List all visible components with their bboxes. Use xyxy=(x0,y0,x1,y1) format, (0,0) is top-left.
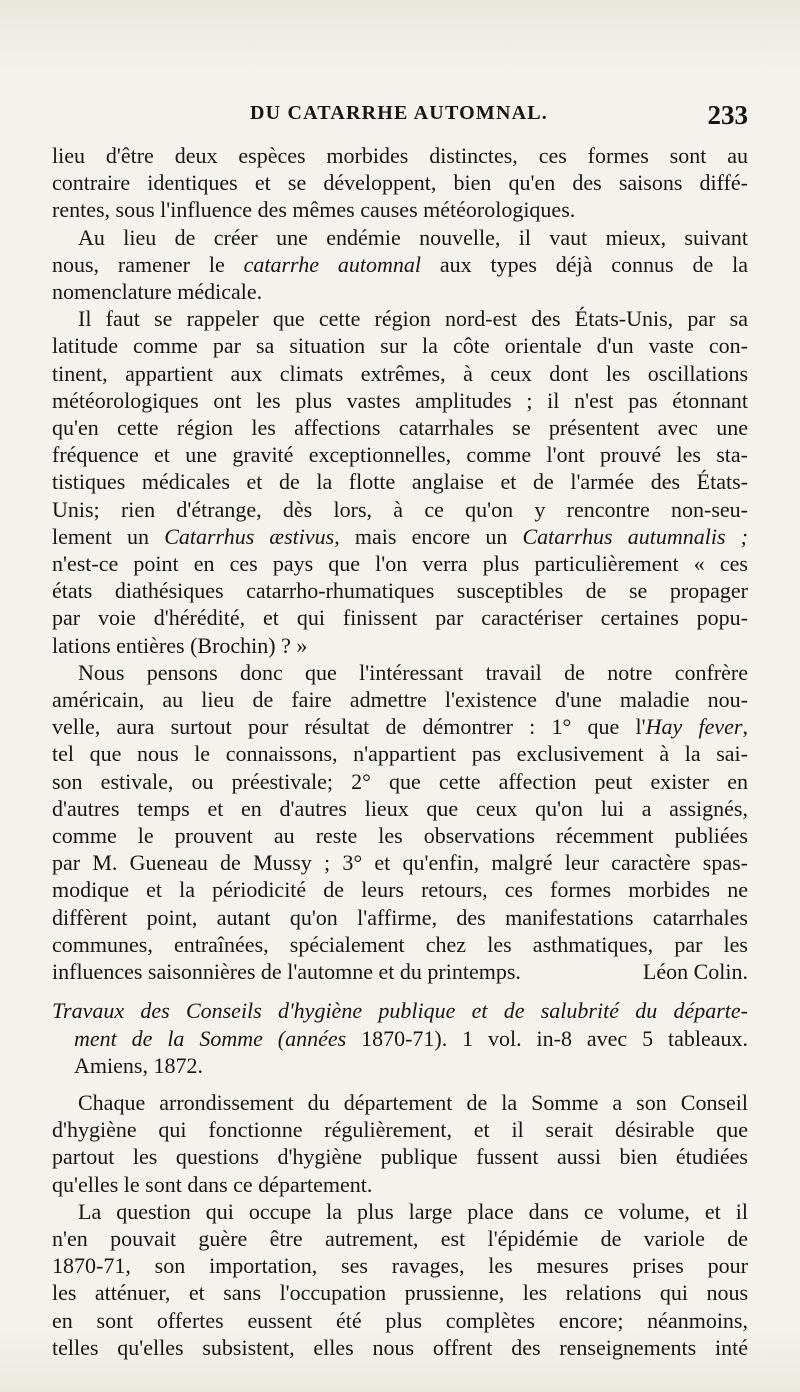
review-paragraph-1 xyxy=(52,1089,748,1198)
text-line xyxy=(52,958,748,985)
paragraph-4 xyxy=(52,659,748,985)
text-line: en sont offertes eussent été plus complètes encore; néanmoins, xyxy=(52,1307,748,1333)
text-line: par M. Gueneau de Mussy ; 3° et qu'enfin, malgré leur caractère spas- xyxy=(52,850,748,876)
italic-term: Catarrhus autumnalis ; xyxy=(522,523,748,549)
text-line: tistiques médicales et de la flotte anglaise et de l'armée des États- xyxy=(52,469,748,495)
text-line: n'est-ce point en ces pays que l'on verra plus particulièrement « ces xyxy=(52,551,748,577)
review-details: 1870-71). 1 vol. in-8 avec 5 tableaux. xyxy=(346,1025,749,1051)
text-line: tinent, appartient aux climats extrêmes, à ceux dont les oscillations xyxy=(52,360,748,386)
text-line: tel que nous le connaissons, n'appartient pas exclusivement à la sai- xyxy=(52,741,748,767)
review-title-cont: ment de la Somme (années xyxy=(74,1025,347,1051)
text-line: états diathésiques catarrho-rhumatiques susceptibles de se propager xyxy=(52,578,748,604)
text-line: par voie d'hérédité, et qui finissent par caractériser certaines popu- xyxy=(52,605,748,631)
author-signature: Léon Colin. xyxy=(642,959,748,985)
text-line xyxy=(52,251,748,278)
italic-term: Catarrhus æstivus xyxy=(164,523,335,549)
paragraph-1 xyxy=(52,142,748,224)
text-line: lieu d'être deux espèces morbides distinctes, ces formes sont au xyxy=(52,143,748,168)
text-line: 1870-71, son importation, ses ravages, les mesures prises pour xyxy=(52,1253,748,1279)
text-line: latitude comme par sa situation sur la côte orientale d'un vaste con- xyxy=(52,333,748,359)
text-line: d'autres temps et en d'autres lieux que ceux qu'on lui a assignés, xyxy=(52,795,748,821)
text-line: d'hygiène qui fonctionne régulièrement, et il serait désirable que xyxy=(52,1117,748,1143)
text-line xyxy=(52,1025,748,1052)
text-run: influences saisonnières de l'automne et du printemps. xyxy=(52,959,521,985)
text-line: lations entières (Brochin) ? » xyxy=(52,632,308,658)
text-line: contraire identiques et se développent, bien qu'en des saisons diffé- xyxy=(52,170,748,196)
italic-term: catarrhe automnal xyxy=(243,251,421,277)
text-line: La question qui occupe la plus large place dans ce volume, et il xyxy=(78,1198,748,1224)
running-head: DU CATARRHE AUTOMNAL. xyxy=(250,102,548,124)
text-line: Unis; rien d'étrange, dès lors, à ce qu'on y rencontre non-seu- xyxy=(52,496,748,522)
text-run: velle, aura surtout pour résultat de démontrer : 1° que l' xyxy=(52,714,646,740)
paragraph-2 xyxy=(52,224,748,306)
text-line xyxy=(52,523,748,550)
text-line: Amiens, 1872. xyxy=(74,1052,203,1078)
text-line: comme le prouvent au reste les observations récemment publiées xyxy=(52,823,748,849)
text-line: les atténuer, et sans l'occupation prussienne, les relations qui nous xyxy=(52,1280,748,1306)
text-line: son estivale, ou préestivale; 2° que cette affection peut exister en xyxy=(52,768,748,794)
text-run: lement un xyxy=(52,523,165,549)
text-line: nomenclature médicale. xyxy=(52,279,263,305)
text-line: telles qu'elles subsistent, elles nous offrent des renseignements inté xyxy=(52,1334,748,1360)
text-line: communes, entraînées, spécialement chez les asthmatiques, par les xyxy=(52,931,748,957)
text-line: rentes, sous l'influence des mêmes causes météorologiques. xyxy=(52,197,576,223)
text-run: nous, ramener le xyxy=(52,251,244,277)
text-run: aux types déjà connus de la xyxy=(420,251,749,277)
italic-term: Hay fever xyxy=(645,714,743,740)
review-heading xyxy=(52,997,748,1079)
text-line: Au lieu de créer une endémie nouvelle, il vaut mieux, suivant xyxy=(78,224,748,250)
text-line: Il faut se rappeler que cette région nord-est des États-Unis, par sa xyxy=(78,306,748,332)
text-run: , xyxy=(742,714,748,740)
text-line: partout les questions d'hygiène publique fussent aussi bien étudiées xyxy=(52,1144,748,1170)
text-line: diffèrent point, autant qu'on l'affirme, des manifestations catarrhales xyxy=(52,904,748,930)
section-gap xyxy=(52,1079,748,1089)
review-paragraph-2 xyxy=(52,1198,748,1361)
text-line: américain, au lieu de faire admettre l'existence d'une maladie nou- xyxy=(52,687,748,713)
page-header xyxy=(60,100,748,134)
text-line: Chaque arrondissement du département de la Somme a son Conseil xyxy=(78,1089,748,1115)
section-gap xyxy=(52,985,748,997)
page-number: 233 xyxy=(707,100,748,130)
text-line xyxy=(52,997,748,1024)
review-title: Travaux des Conseils d'hygiène publique et de salubrité du départe- xyxy=(52,998,748,1024)
text-line: fréquence et une gravité exceptionnelles, comme l'ont prouvé les sta- xyxy=(52,442,748,468)
text-line: n'en pouvait guère être autrement, est l'épidémie de variole de xyxy=(52,1225,748,1251)
text-line: modique et la périodicité de leurs retours, ces formes morbides ne xyxy=(52,877,748,903)
text-line xyxy=(52,713,748,740)
text-line: qu'elles le sont dans ce département. xyxy=(52,1171,373,1197)
text-line: qu'en cette région les affections catarrhales se présentent avec une xyxy=(52,415,748,441)
text-run: , mais encore un xyxy=(334,523,523,549)
text-line: météorologiques ont les plus vastes amplitudes ; il n'est pas étonnant xyxy=(52,387,748,413)
paragraph-3 xyxy=(52,305,748,659)
page-text xyxy=(52,142,748,1361)
text-line: Nous pensons donc que l'intéressant travail de notre confrère xyxy=(78,659,748,685)
